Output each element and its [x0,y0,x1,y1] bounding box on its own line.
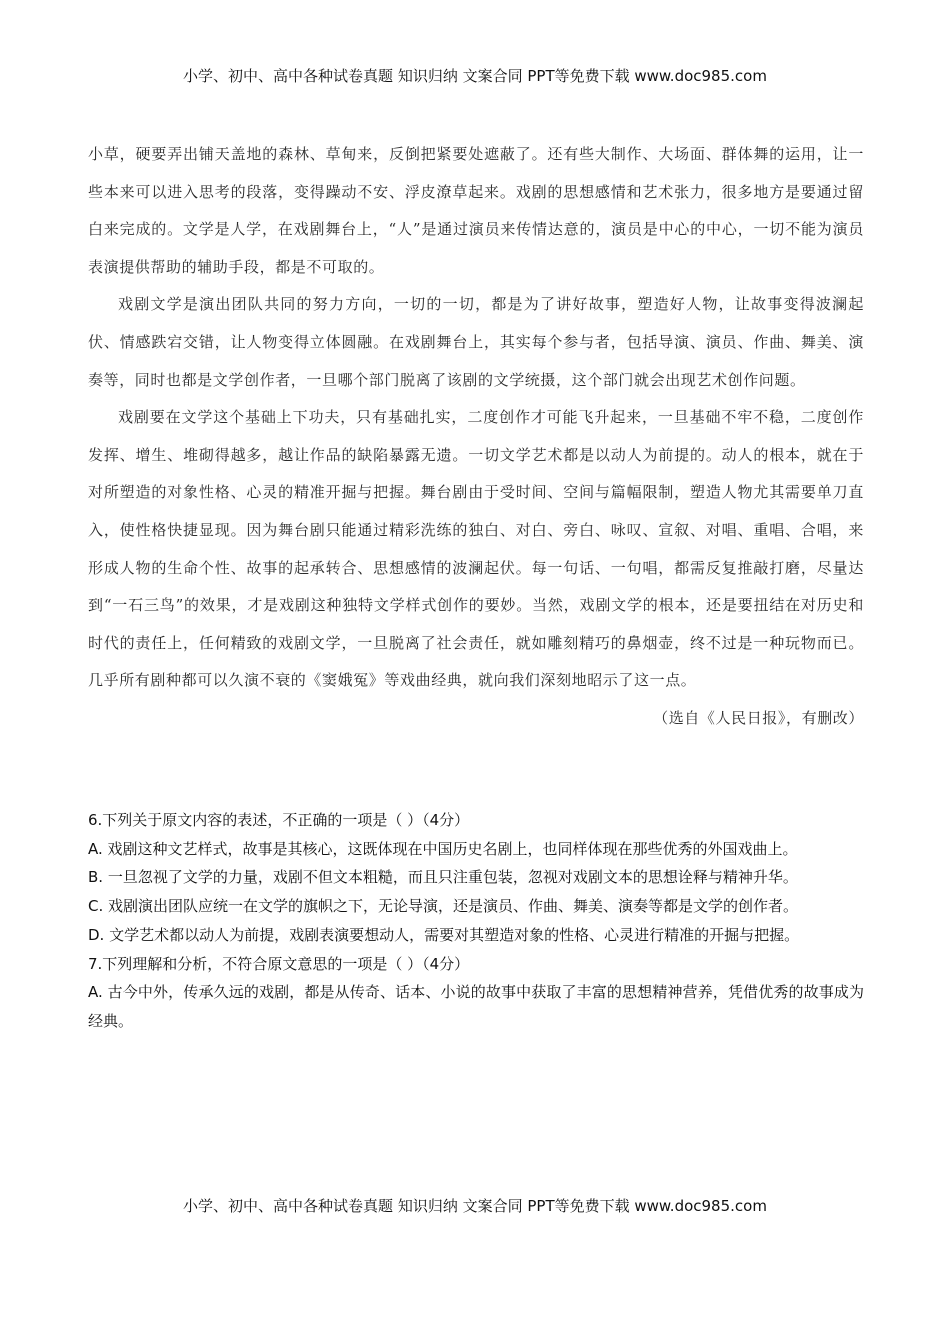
passage-paragraph-2: 戏剧文学是演出团队共同的努力方向，一切的一切，都是为了讲好故事，塑造好人物，让故事变得波澜起伏、情感跌宕交错，让人物变得立体圆融。在戏剧舞台上，其实每个参与者，包括导演、演员、作曲、舞美、演奏等，同时也都是文学创作者，一旦哪个部门脱离了该剧的文学统摄，这个部门就会出现艺术创作问题。 [88,295,864,389]
passage-source: （选自《人民日报》，有删改） [653,708,864,727]
question-6-option-d: D. 文学艺术都以动人为前提，戏剧表演要想动人，需要对其塑造对象的性格、心灵进行精准的开掘与把握。 [88,925,800,944]
question-7-option-a: A. 古今中外，传承久远的戏剧，都是从传奇、话本、小说的故事中获取了丰富的思想精神营养，凭借优秀的故事成为经典。 [88,983,864,1030]
reading-passage [88,136,864,738]
question-6 [88,806,864,950]
question-6-option-c: C. 戏剧演出团队应统一在文学的旗帜之下，无论导演，还是演员、作曲、舞美、演奏等都是文学的创作者。 [88,897,799,916]
site-banner-bottom: 小学、初中、高中各种试卷真题 知识归纳 文案合同 PPT等免费下载 www.doc985.com [183,1197,767,1215]
question-6-option-b: B. 一旦忽视了文学的力量，戏剧不但文本粗糙，而且只注重包装，忽视对戏剧文本的思想诠释与精神升华。 [88,868,798,887]
question-7 [88,950,864,1036]
site-banner-top: 小学、初中、高中各种试卷真题 知识归纳 文案合同 PPT等免费下载 www.doc985.com [183,67,767,85]
question-6-stem: 6.下列关于原文内容的表述，不正确的一项是（ ）（4分） [88,811,470,829]
question-section [88,806,864,1036]
question-6-option-a: A. 戏剧这种文艺样式，故事是其核心，这既体现在中国历史名剧上，也同样体现在那些优秀的外国戏曲上。 [88,839,798,858]
question-7-stem: 7.下列理解和分析，不符合原文意思的一项是（ ）（4分） [88,954,470,973]
passage-paragraph-3: 戏剧要在文学这个基础上下功夫，只有基础扎实，二度创作才可能飞升起来，一旦基础不牢不稳，二度创作发挥、增生、堆砌得越多，越让作品的缺陷暴露无遗。一切文学艺术都是以动人为前提的。动人的根本，就在于对所塑造的对象性格、心灵的精准开掘与把握。舞台剧由于受时间、空间与篇幅限制，塑造人物尤其需要单刀直入，使性格快捷显现。因为舞台剧只能通过精彩洗练的独白、对白、旁白、咏叹、宣叙、对唱、重唱、合唱，来形成人物的生命个性、故事的起承转合、思想感情的波澜起伏。每一句话、一句唱，都需反复推敲打磨，尽量达到“一石三鸟”的效果，才是戏剧这种独特文学样式创作的要妙。当然，戏剧文学的根本，还是要扭结在对历史和时代的责任上，任何精致的戏剧文学，一旦脱离了社会责任，就如雕刻精巧的鼻烟壶，终不过是一种玩物而已。几乎所有剧种都可以久演不衰的《窦娥冤》等戏曲经典，就向我们深刻地昭示了这一点。 [88,408,864,690]
passage-paragraph-1: 小草，硬要弄出铺天盖地的森林、草甸来，反倒把紧要处遮蔽了。还有些大制作、大场面、群体舞的运用，让一些本来可以进入思考的段落，变得躁动不安、浮皮潦草起来。戏剧的思想感情和艺术张力，很多地方是要通过留白来完成的。文学是人学，在戏剧舞台上，“人”是通过演员来传情达意的，演员是中心的中心，一切不能为演员表演提供帮助的辅助手段，都是不可取的。 [88,145,864,276]
